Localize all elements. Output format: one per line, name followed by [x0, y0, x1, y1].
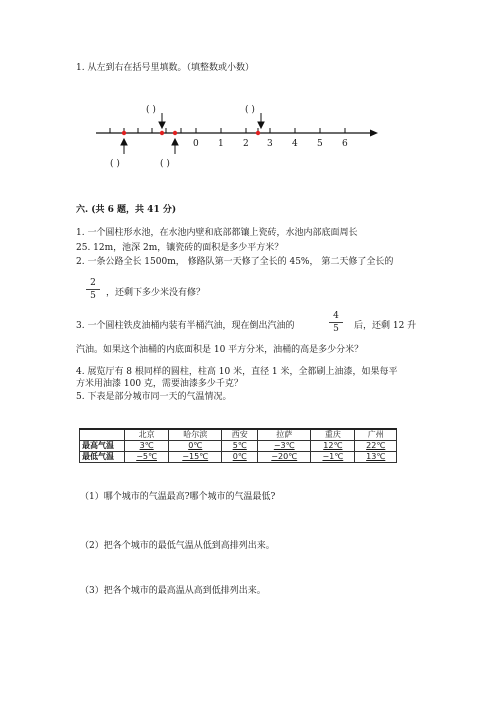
- answer-blank-bottom-1[interactable]: ( ): [110, 159, 120, 169]
- problem-2-fraction: [86, 278, 100, 301]
- tick-label-2: 2: [243, 139, 249, 149]
- row-label-high: 最高气温: [80, 441, 125, 452]
- up-arrow-2-icon: [172, 139, 178, 154]
- question-1-text: 1. 从左到右在括号里填数。（填整数或小数）: [76, 63, 254, 73]
- subquestion-3: （3）把各个城市的最高温从高到低排列出来。: [80, 586, 266, 596]
- red-point-3: [173, 131, 177, 135]
- problem-3-fraction: [329, 311, 343, 334]
- problem-1-line-2: 25. 12m，池深 2m，镶瓷砖的面积是多少平方米？: [76, 243, 284, 253]
- high-temp-cell: 3℃: [125, 441, 169, 452]
- city-header: 重庆: [311, 429, 355, 441]
- low-temp-cell: 13℃: [355, 452, 397, 463]
- low-temp-cell: 0℃: [222, 452, 258, 463]
- tick-label-0: 0: [193, 139, 199, 149]
- high-temp-cell: 0℃: [169, 441, 222, 452]
- red-point-2: [160, 131, 164, 135]
- fraction-denominator: 5: [333, 324, 339, 334]
- answer-blank-top-1[interactable]: ( ): [146, 105, 156, 115]
- answer-blank-bottom-2[interactable]: ( ): [160, 159, 170, 169]
- city-header: 拉萨: [258, 429, 311, 441]
- row-label-low: 最低气温: [80, 452, 125, 463]
- high-temp-cell: 22℃: [355, 441, 397, 452]
- table-row-low: [80, 452, 397, 463]
- table-row-high: [80, 441, 397, 452]
- tick-label-3: 3: [267, 139, 273, 149]
- tick-label-1: 1: [218, 139, 224, 149]
- problem-3-line-2: 汽油。如果这个油桶的内底面积是 10 平方分米，油桶的高是多少分米？: [76, 345, 364, 355]
- tick-label-4: 4: [292, 139, 298, 149]
- problem-3-part-2: 后，还剩 12 升: [354, 321, 417, 331]
- tick-label-5: 5: [317, 139, 323, 149]
- section-title: 六. (共 6 题，共 41 分): [76, 205, 177, 215]
- low-temp-cell: −5℃: [125, 452, 169, 463]
- city-header: 哈尔滨: [169, 429, 222, 441]
- problem-3-part-1: 3. 一个圆柱铁皮油桶内装有半桶汽油，现在倒出汽油的: [76, 321, 295, 331]
- problem-4-line-1: 4. 展览厅有 8 根同样的圆柱，柱高 10 米，直径 1 米，全都刷上油漆，如果每平: [76, 367, 398, 377]
- temperature-table: [79, 428, 397, 463]
- problem-2-line-2: ，还剩下多少米没有修？: [106, 288, 206, 298]
- tick-label-6: 6: [342, 139, 348, 149]
- red-point-4: [256, 131, 260, 135]
- problem-2-line-1: 2. 一条公路全长 1500m， 修路队第一天修了全长的 45%， 第二天修了全长的: [76, 257, 394, 267]
- fraction-denominator: 5: [90, 291, 96, 301]
- high-temp-cell: 12℃: [311, 441, 355, 452]
- problem-4-line-2: 方米用油漆 100 克，需要油漆多少千克？: [76, 379, 243, 389]
- high-temp-cell: −3℃: [258, 441, 311, 452]
- city-header: 北京: [125, 429, 169, 441]
- down-arrow-2-icon: [258, 113, 264, 128]
- fraction-numerator: 4: [333, 311, 339, 321]
- red-point-1: [122, 131, 126, 135]
- number-line-ticks: [110, 128, 345, 133]
- problem-1-line-1: 1. 一个圆柱形水池，在水池内壁和底部都镶上瓷砖，水池内部底面周长: [76, 228, 358, 238]
- table-corner-cell: [80, 429, 125, 441]
- city-header: 西安: [222, 429, 258, 441]
- down-arrow-1-icon: [159, 113, 165, 128]
- low-temp-cell: −15℃: [169, 452, 222, 463]
- low-temp-cell: −20℃: [258, 452, 311, 463]
- answer-blank-top-2[interactable]: ( ): [245, 105, 255, 115]
- high-temp-cell: 5℃: [222, 441, 258, 452]
- subquestion-1: （1）哪个城市的气温最高?哪个城市的气温最低?: [80, 492, 276, 502]
- subquestion-2: （2）把各个城市的最低气温从低到高排列出来。: [80, 541, 275, 551]
- low-temp-cell: −1℃: [311, 452, 355, 463]
- up-arrow-1-icon: [121, 139, 127, 154]
- problem-5-line-1: 5. 下表是部分城市同一天的气温情况。: [76, 392, 232, 402]
- city-header: 广州: [355, 429, 397, 441]
- table-header-row: [80, 429, 397, 441]
- fraction-numerator: 2: [90, 278, 96, 288]
